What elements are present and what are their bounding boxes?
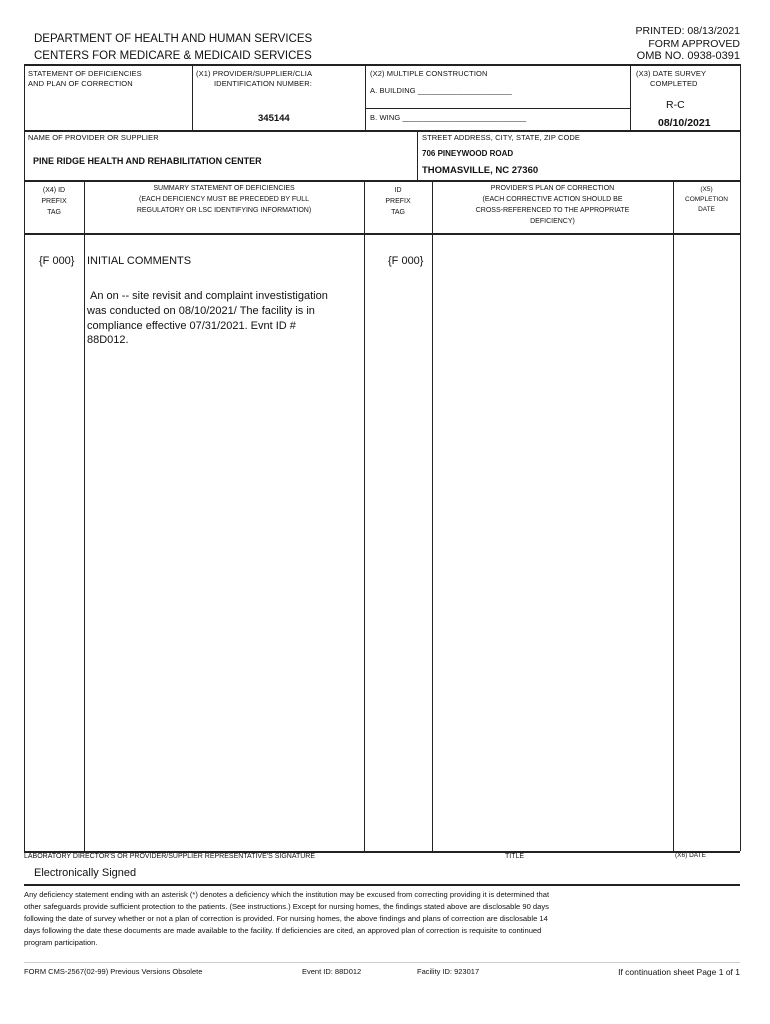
x5-label-3: DATE bbox=[698, 206, 715, 213]
signature-label: LABORATORY DIRECTOR'S OR PROVIDER/SUPPLIER REPRESENTATIVE'S SIGNATURE bbox=[24, 853, 316, 860]
summary-label-1: SUMMARY STATEMENT OF DEFICIENCIES bbox=[153, 185, 295, 192]
statement-label-1: STATEMENT OF DEFICIENCIES bbox=[28, 69, 142, 78]
x5-label-2: COMPLETION bbox=[685, 196, 728, 203]
colhead-bottom-border bbox=[24, 233, 740, 235]
provider-name-label: NAME OF PROVIDER OR SUPPLIER bbox=[28, 133, 159, 142]
address-label: STREET ADDRESS, CITY, STATE, ZIP CODE bbox=[422, 133, 581, 142]
disclaimer-line-4: days following the date these documents are made available to the facility. If deficiencies are cited, an approved plan of correction is requisite to continued bbox=[24, 926, 542, 935]
page-number: If continuation sheet Page 1 of 1 bbox=[618, 967, 740, 977]
address-line-2: THOMASVILLE, NC 27360 bbox=[422, 165, 539, 176]
survey-date: 08/10/2021 bbox=[658, 117, 711, 129]
x5-label-1: (X5) bbox=[700, 186, 713, 193]
deficiency-text-line-3: compliance effective 07/31/2021. Evnt ID # bbox=[87, 320, 296, 332]
correction-tag: {F 000} bbox=[388, 255, 424, 267]
address-line-1: 706 PINEYWOOD ROAD bbox=[422, 149, 514, 158]
summary-label-2: (EACH DEFICIENCY MUST BE PRECEDED BY FULL bbox=[139, 196, 309, 203]
x1-label-2: IDENTIFICATION NUMBER: bbox=[214, 79, 312, 88]
omb-number: OMB NO. 0938-0391 bbox=[636, 50, 740, 62]
x2-building: A. BUILDING ______________________ bbox=[370, 86, 512, 95]
disclaimer-line-3: following the date of survey whether or not a plan of correction is provided. For nursing homes, the above findings and plans of correction are disclosable 14 bbox=[24, 914, 548, 923]
x4-label-1: (X4) ID bbox=[42, 187, 66, 194]
id-label-1: ID bbox=[394, 187, 402, 194]
table-top-border bbox=[24, 64, 740, 66]
facility-id: Facility ID: 923017 bbox=[417, 967, 480, 976]
col-divider-id bbox=[432, 180, 433, 851]
signature-bottom-border bbox=[24, 884, 740, 886]
x3-label-2: COMPLETED bbox=[650, 79, 698, 88]
row1-divider-3 bbox=[630, 64, 631, 130]
x4-label-3: TAG bbox=[47, 209, 61, 216]
row2-top-border bbox=[24, 130, 740, 132]
disclaimer-line-2: other safeguards provide sufficient protection to the patients. (See instructions.) Except for nursing homes, the findings stated above are disclosable 90 days bbox=[24, 902, 549, 911]
title-label: TITLE bbox=[505, 853, 525, 860]
x3-label-1: (X3) DATE SURVEY bbox=[636, 69, 707, 78]
col-divider-summary bbox=[364, 180, 365, 851]
deficiency-text-line-4: 88D012. bbox=[87, 334, 129, 346]
x2-divider bbox=[365, 108, 630, 109]
department-title: DEPARTMENT OF HEALTH AND HUMAN SERVICES bbox=[34, 33, 313, 45]
x4-label-2: PREFIX bbox=[41, 198, 67, 205]
statement-label-2: AND PLAN OF CORRECTION bbox=[28, 79, 133, 88]
printed-date: PRINTED: 08/13/2021 bbox=[635, 25, 740, 37]
deficiency-text-line-2: was conducted on 08/10/2021/ The facility is in bbox=[87, 305, 315, 317]
event-id: Event ID: 88D012 bbox=[302, 967, 362, 976]
col-divider-plan bbox=[673, 180, 674, 851]
table-left-border bbox=[24, 64, 25, 851]
provider-name: PINE RIDGE HEALTH AND REHABILITATION CENTER bbox=[33, 156, 262, 166]
agency-title: CENTERS FOR MEDICARE & MEDICAID SERVICES bbox=[34, 50, 312, 62]
table-right-border bbox=[740, 64, 741, 851]
plan-label-4: DEFICIENCY) bbox=[530, 218, 575, 225]
row2-divider bbox=[417, 130, 418, 180]
x1-label-1: (X1) PROVIDER/SUPPLIER/CLIA bbox=[196, 69, 313, 78]
form-approved: FORM APPROVED bbox=[648, 38, 740, 50]
row1-divider-1 bbox=[192, 64, 193, 130]
x2-label: (X2) MULTIPLE CONSTRUCTION bbox=[370, 69, 488, 78]
id-label-3: TAG bbox=[391, 209, 405, 216]
plan-label-1: PROVIDER'S PLAN OF CORRECTION bbox=[490, 185, 615, 192]
col-divider-tag bbox=[84, 180, 85, 851]
disclaimer-line-1: Any deficiency statement ending with an asterisk (*) denotes a deficiency which the institution may be excused from correcting providing it is determined that bbox=[24, 890, 550, 899]
survey-type: R-C bbox=[666, 99, 685, 111]
summary-label-3: REGULATORY OR LSC IDENTIFYING INFORMATION) bbox=[136, 207, 312, 214]
deficiency-text-line-1: An on -- site revisit and complaint investistigation bbox=[90, 290, 328, 302]
deficiency-title: INITIAL COMMENTS bbox=[87, 255, 192, 267]
x2-wing: B. WING _____________________________ bbox=[370, 113, 527, 122]
colhead-top-border bbox=[24, 180, 740, 182]
deficiency-tag: {F 000} bbox=[39, 255, 75, 267]
footer-divider bbox=[24, 962, 740, 963]
form-number: FORM CMS-2567(02-99) Previous Versions Obsolete bbox=[24, 967, 203, 976]
signature-value: Electronically Signed bbox=[34, 867, 137, 879]
id-label-2: PREFIX bbox=[385, 198, 411, 205]
row1-divider-2 bbox=[365, 64, 366, 130]
plan-label-2: (EACH CORRECTIVE ACTION SHOULD BE bbox=[482, 196, 623, 203]
provider-id-number: 345144 bbox=[258, 113, 290, 124]
disclaimer-line-5: program participation. bbox=[24, 938, 98, 947]
plan-label-3: CROSS-REFERENCED TO THE APPROPRIATE bbox=[475, 207, 630, 214]
x6-date-label: (X6) DATE bbox=[675, 852, 706, 859]
